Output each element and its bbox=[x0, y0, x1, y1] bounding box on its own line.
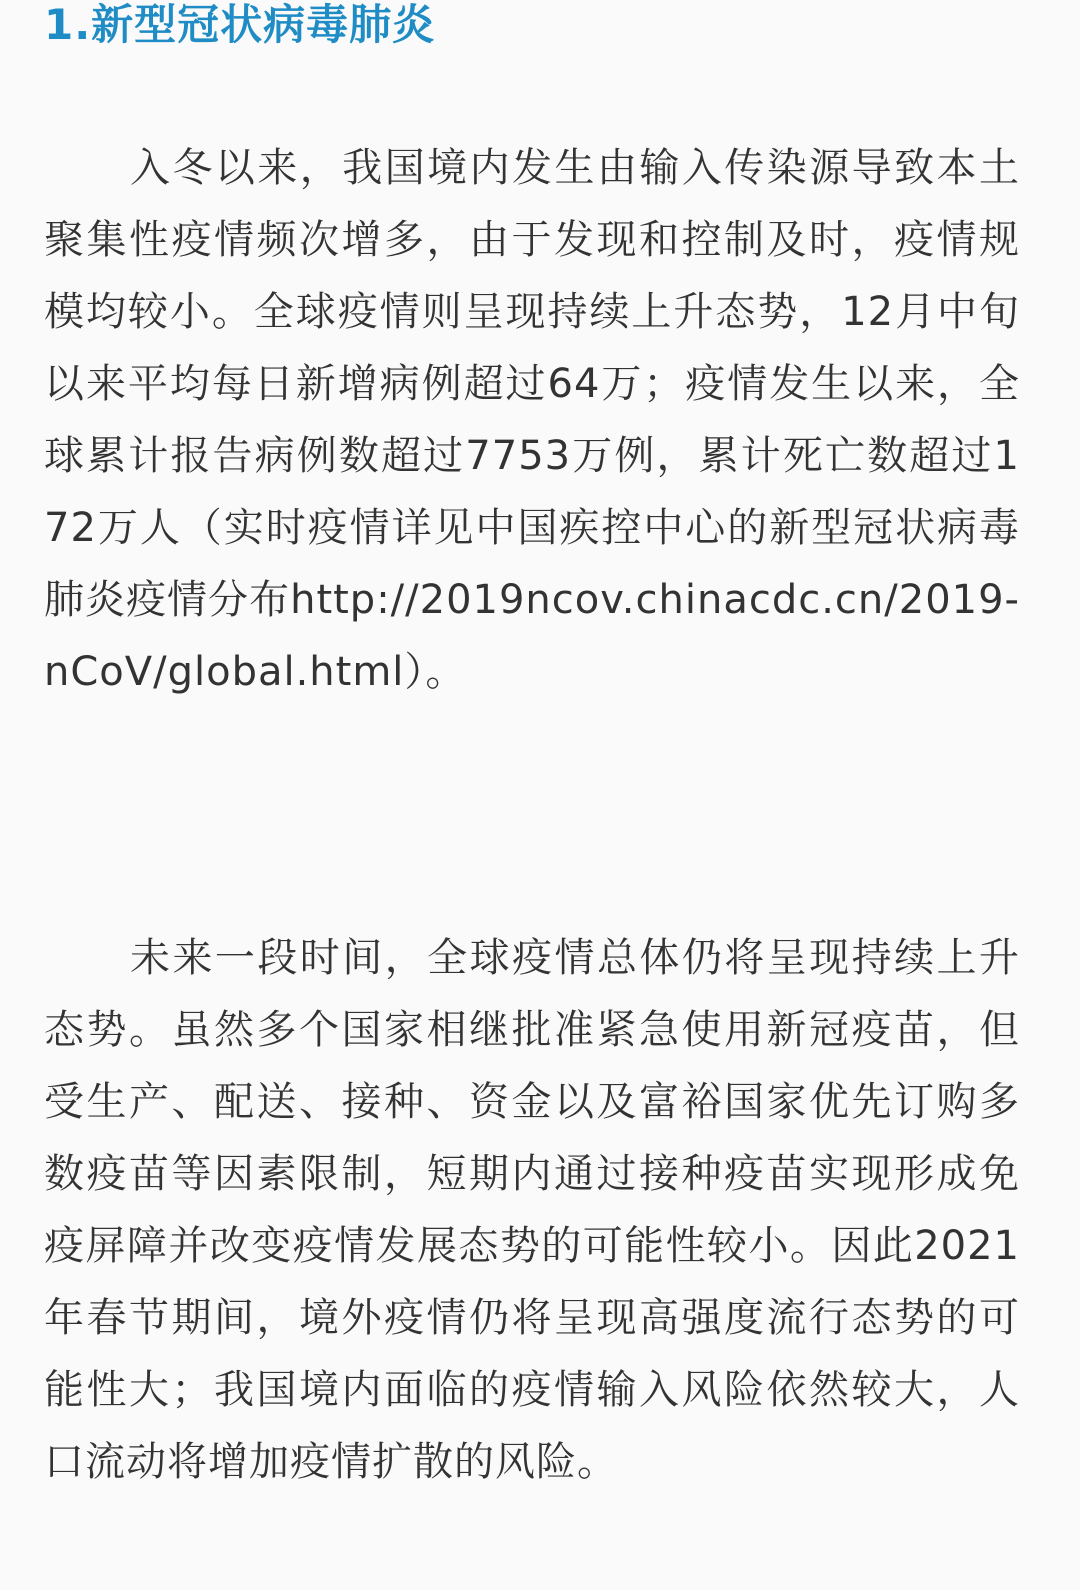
paragraph-1: 入冬以来，我国境内发生由输入传染源导致本土聚集性疫情频次增多，由于发现和控制及时，疫情规模均较小。全球疫情则呈现持续上升态势，12月中旬以来平均每日新增病例超过64万；疫情发生以来，全球累计报告病例数超过7753万例，累计死亡数超过172万人（实时疫情详见中国疾控中心的新型冠状病毒肺炎疫情分布http://2019ncov.chinacdc.cn/2019-nCoV/global.html）。 bbox=[44, 145, 1020, 695]
paragraph-2: 未来一段时间，全球疫情总体仍将呈现持续上升态势。虽然多个国家相继批准紧急使用新冠疫苗，但受生产、配送、接种、资金以及富裕国家优先订购多数疫苗等因素限制，短期内通过接种疫苗实现形成免疫屏障并改变疫情发展态势的可能性较小。因此2021年春节期间，境外疫情仍将呈现高强度流行态势的可能性大；我国境内面临的疫情输入风险依然较大，人口流动将增加疫情扩散的风险。 bbox=[44, 935, 1020, 1485]
section-heading: 1.新型冠状病毒肺炎 bbox=[44, 0, 436, 49]
